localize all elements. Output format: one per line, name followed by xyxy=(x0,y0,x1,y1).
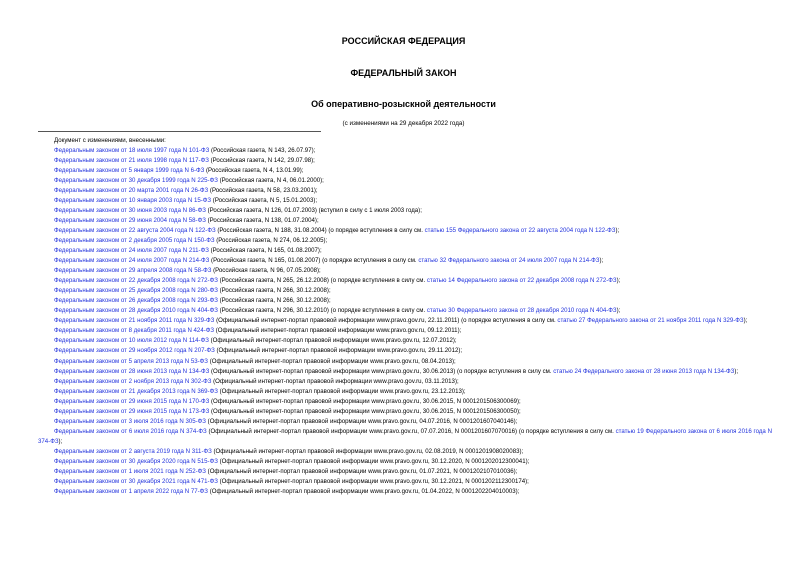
amendment-item xyxy=(38,176,772,186)
amendment-source-text: (Официальный интернет-портал правовой информации www.pravo.gov.ru, 09.12.2011); xyxy=(214,327,462,335)
amendment-item xyxy=(38,447,772,457)
amendment-law-link[interactable]: Федеральным законом от 30 июня 2003 года N 86-ФЗ xyxy=(54,206,206,214)
amendment-item xyxy=(38,397,772,407)
amendment-source-text: (Официальный интернет-портал правовой информации www.pravo.gov.ru, 30.12.2021, N 0001202112300174); xyxy=(217,478,529,486)
amendment-source-text: (Российская газета, N 165, 01.08.2007); xyxy=(208,247,322,255)
amendment-item xyxy=(38,387,772,397)
amendment-law-link[interactable]: Федеральным законом от 29 июня 2004 года N 58-ФЗ xyxy=(54,216,206,224)
amendment-source-text: (Официальный интернет-портал правовой информации www.pravo.gov.ru, 03.11.2013); xyxy=(211,377,459,385)
law-title: Об оперативно-розыскной деятельности xyxy=(311,99,496,109)
amendment-item xyxy=(38,266,772,276)
effective-date-article-link[interactable]: статью 24 Федерального закона от 28 июня 2013 года N 134-ФЗ xyxy=(553,367,735,375)
amendment-law-link[interactable]: Федеральным законом от 2 декабря 2005 года N 150-ФЗ xyxy=(54,236,215,244)
amendment-tail-text: ); xyxy=(615,226,620,234)
amendment-tail-text: ); xyxy=(734,367,739,375)
amendment-item xyxy=(38,367,772,377)
amendment-law-link[interactable]: Федеральным законом от 10 января 2003 года N 15-ФЗ xyxy=(54,196,212,204)
amendment-law-link[interactable]: Федеральным законом от 25 декабря 2008 года N 280-ФЗ xyxy=(54,287,218,295)
amendment-source-text: (Официальный интернет-портал правовой информации www.pravo.gov.ru, 29.11.2012); xyxy=(214,347,463,355)
amendment-item xyxy=(38,407,772,417)
amendment-law-link[interactable]: Федеральным законом от 29 ноября 2012 года N 207-ФЗ xyxy=(54,347,215,355)
amendment-law-link[interactable]: Федеральным законом от 10 июля 2012 года N 114-ФЗ xyxy=(54,337,209,345)
amendment-item xyxy=(38,326,772,336)
amendment-item xyxy=(38,477,772,487)
amendment-source-text: (Официальный интернет-портал правовой информации www.pravo.gov.ru, 22.11.2011) (о порядке вступления в силу см. xyxy=(214,317,558,325)
amendment-source-text: (Российская газета, N 188, 31.08.2004) (о порядке вступления в силу см. xyxy=(215,226,425,234)
amendment-law-link[interactable]: Федеральным законом от 18 июля 1997 года N 101-ФЗ xyxy=(54,146,210,154)
amendment-tail-text: ); xyxy=(616,307,621,315)
amendment-item xyxy=(38,186,772,196)
law-type-heading: ФЕДЕРАЛЬНЫЙ ЗАКОН xyxy=(350,68,457,78)
amendment-law-link[interactable]: Федеральным законом от 24 июля 2007 года N 211-ФЗ xyxy=(54,247,209,255)
effective-date-article-link[interactable]: статью 19 Федерального закона от 6 июля 2016 года N 374-ФЗ xyxy=(38,427,772,445)
amendment-source-text: (Российская газета, N 96, 07.05.2008); xyxy=(211,267,321,275)
amendment-law-link[interactable]: Федеральным законом от 30 декабря 1999 года N 225-ФЗ xyxy=(54,176,218,184)
amendment-law-link[interactable]: Федеральным законом от 5 января 1999 года N 6-ФЗ xyxy=(54,166,205,174)
amendment-law-link[interactable]: Федеральным законом от 29 июня 2015 года N 173-ФЗ xyxy=(54,407,210,415)
amendment-item xyxy=(38,457,772,467)
amendment-law-link[interactable]: Федеральным законом от 20 марта 2001 года N 26-ФЗ xyxy=(54,186,209,194)
amendment-item xyxy=(38,256,772,266)
amendment-law-link[interactable]: Федеральным законом от 2 августа 2019 года N 311-ФЗ xyxy=(54,447,212,455)
amendment-item xyxy=(38,306,772,316)
amendment-source-text: (Официальный интернет-портал правовой информации www.pravo.gov.ru, 30.06.2013) (о порядке вступления в силу см. xyxy=(209,367,554,375)
effective-date-article-link[interactable]: статью 32 Федерального закона от 24 июля 2007 года N 214-ФЗ xyxy=(418,257,600,265)
amendment-law-link[interactable]: Федеральным законом от 28 декабря 2010 года N 404-ФЗ xyxy=(54,307,218,315)
amendment-source-text: (Российская газета, N 5, 15.01.2003); xyxy=(211,196,318,204)
amendment-item xyxy=(38,427,772,447)
amendment-law-link[interactable]: Федеральным законом от 1 июля 2021 года N 252-ФЗ xyxy=(54,468,206,476)
amendment-source-text: (Российская газета, N 266, 30.12.2008); xyxy=(217,287,331,295)
amendment-item xyxy=(38,286,772,296)
amendment-item xyxy=(38,146,772,156)
effective-date-article-link[interactable]: статью 27 Федерального закона от 21 ноября 2011 года N 329-ФЗ xyxy=(557,317,744,325)
amendment-law-link[interactable]: Федеральным законом от 28 июня 2013 года N 134-ФЗ xyxy=(54,367,210,375)
amendment-item xyxy=(38,467,772,477)
amendment-item xyxy=(38,276,772,286)
amendment-source-text: (Официальный интернет-портал правовой информации www.pravo.gov.ru, 12.07.2012); xyxy=(208,337,457,345)
amendment-law-link[interactable]: Федеральным законом от 2 ноября 2013 года N 302-ФЗ xyxy=(54,377,212,385)
amendment-law-link[interactable]: Федеральным законом от 26 декабря 2008 года N 293-ФЗ xyxy=(54,297,218,305)
amendment-law-link[interactable]: Федеральным законом от 30 декабря 2021 года N 471-ФЗ xyxy=(54,478,218,486)
amendment-source-text: (Официальный интернет-портал правовой информации www.pravo.gov.ru, 02.08.2019, N 0001201908020083); xyxy=(211,447,524,455)
amendment-item xyxy=(38,206,772,216)
amendment-source-text: (Официальный интернет-портал правовой информации www.pravo.gov.ru, 04.07.2016, N 0001201607040146); xyxy=(205,417,518,425)
amendment-tail-text: ); xyxy=(599,257,604,265)
effective-date-article-link[interactable]: статью 14 Федерального закона от 22 декабря 2008 года N 272-ФЗ xyxy=(426,277,617,285)
amendment-item xyxy=(38,316,772,326)
amendment-item xyxy=(38,336,772,346)
amendment-source-text: (Российская газета, N 265, 26.12.2008) (о порядке вступления в силу см. xyxy=(217,277,427,285)
amendment-law-link[interactable]: Федеральным законом от 29 апреля 2008 года N 58-ФЗ xyxy=(54,267,212,275)
amendment-item xyxy=(38,357,772,367)
amendment-item xyxy=(38,196,772,206)
amendment-source-text: (Российская газета, N 296, 30.12.2010) (о порядке вступления в силу см. xyxy=(217,307,427,315)
amendment-item xyxy=(38,346,772,356)
edition-note: (с изменениями на 29 декабря 2022 года) xyxy=(342,120,465,127)
amendment-source-text: (Российская газета, N 4, 06.01.2000); xyxy=(217,176,324,184)
amendment-law-link[interactable]: Федеральным законом от 6 июля 2016 года N 374-ФЗ xyxy=(54,427,207,435)
amendment-tail-text: ); xyxy=(616,277,621,285)
amendment-law-link[interactable]: Федеральным законом от 8 декабря 2011 года N 424-ФЗ xyxy=(54,327,215,335)
amendment-source-text: (Российская газета, N 4, 13.01.99); xyxy=(204,166,304,174)
amendment-item xyxy=(38,236,772,246)
amendment-tail-text: ); xyxy=(58,437,63,445)
amendment-law-link[interactable]: Федеральным законом от 24 июля 2007 года N 214-ФЗ xyxy=(54,257,210,265)
amendment-law-link[interactable]: Федеральным законом от 22 декабря 2008 года N 272-ФЗ xyxy=(54,277,218,285)
amendment-source-text: (Российская газета, N 126, 01.07.2003) (вступил в силу с 1 июля 2003 года); xyxy=(205,206,422,214)
country-heading: РОССИЙСКАЯ ФЕДЕРАЦИЯ xyxy=(341,36,466,46)
amendment-item xyxy=(38,216,772,226)
amendment-source-text: (Российская газета, N 274, 06.12.2005); xyxy=(214,236,328,244)
effective-date-article-link[interactable]: статью 155 Федерального закона от 22 августа 2004 года N 122-ФЗ xyxy=(424,226,616,234)
amendment-law-link[interactable]: Федеральным законом от 30 декабря 2020 года N 515-ФЗ xyxy=(54,458,218,465)
amendment-source-text: (Российская газета, N 142, 29.07.98); xyxy=(208,156,315,164)
amendment-tail-text: ); xyxy=(743,317,748,325)
amendment-law-link[interactable]: Федеральным законом от 1 апреля 2022 года N 77-ФЗ xyxy=(54,488,208,496)
amendment-source-text: (Российская газета, N 266, 30.12.2008); xyxy=(217,297,331,305)
amendment-item xyxy=(38,487,772,497)
amendment-law-link[interactable]: Федеральным законом от 29 июня 2015 года N 170-ФЗ xyxy=(54,397,210,405)
amendment-source-text: (Российская газета, N 165, 01.08.2007) (о порядке вступления в силу см. xyxy=(209,257,419,265)
amendment-law-link[interactable]: Федеральным законом от 22 августа 2004 года N 122-ФЗ xyxy=(54,226,216,234)
amendment-source-text: (Российская газета, N 143, 26.07.97); xyxy=(209,146,316,154)
amendment-source-text: (Российская газета, N 138, 01.07.2004); xyxy=(205,216,319,224)
amendments-list xyxy=(38,136,772,498)
amendment-source-text: (Официальный интернет-портал правовой информации www.pravo.gov.ru, 07.07.2016, N 0001201607070016) (о порядке вступления в силу см. xyxy=(206,427,616,435)
amendment-law-link[interactable]: Федеральным законом от 21 июля 1998 года N 117-ФЗ xyxy=(54,156,209,164)
amendment-item xyxy=(38,377,772,387)
amendment-item xyxy=(38,296,772,306)
effective-date-article-link[interactable]: статью 30 Федерального закона от 28 декабря 2010 года N 404-ФЗ xyxy=(426,307,617,315)
amendment-item xyxy=(38,166,772,176)
amendment-item xyxy=(38,226,772,236)
amendment-law-link[interactable]: Федеральным законом от 21 декабря 2013 года N 369-ФЗ xyxy=(54,387,218,395)
divider xyxy=(38,131,321,132)
amendment-source-text: (Официальный интернет-портал правовой информации www.pravo.gov.ru, 30.06.2015, N 0001201506300069); xyxy=(209,397,521,405)
amendment-item xyxy=(38,246,772,256)
amendment-item xyxy=(38,156,772,166)
amendment-law-link[interactable]: Федеральным законом от 3 июля 2016 года N 305-ФЗ xyxy=(54,417,206,425)
amendment-law-link[interactable]: Федеральным законом от 5 апреля 2013 года N 53-ФЗ xyxy=(54,357,208,365)
intro-text: Документ с изменениями, внесенными: xyxy=(54,136,166,144)
amendment-item xyxy=(38,417,772,427)
amendment-source-text: (Официальный интернет-портал правовой информации www.pravo.gov.ru, 30.12.2020, N 0001202012300041); xyxy=(217,458,530,465)
amendment-source-text: (Официальный интернет-портал правовой информации www.pravo.gov.ru, 01.04.2022, N 0001202204010003); xyxy=(208,488,520,496)
amendment-source-text: (Официальный интернет-портал правовой информации www.pravo.gov.ru, 08.04.2013); xyxy=(208,357,456,365)
amendment-source-text: (Официальный интернет-портал правовой информации www.pravo.gov.ru, 30.06.2015, N 0001201506300050); xyxy=(209,407,521,415)
amendment-source-text: (Российская газета, N 58, 23.03.2001); xyxy=(208,186,318,194)
amendment-law-link[interactable]: Федеральным законом от 21 ноября 2011 года N 329-ФЗ xyxy=(54,317,215,325)
amendment-source-text: (Официальный интернет-портал правовой информации www.pravo.gov.ru, 23.12.2013); xyxy=(217,387,466,395)
amendment-source-text: (Официальный интернет-портал правовой информации www.pravo.gov.ru, 01.07.2021, N 0001202107010036); xyxy=(205,468,518,476)
